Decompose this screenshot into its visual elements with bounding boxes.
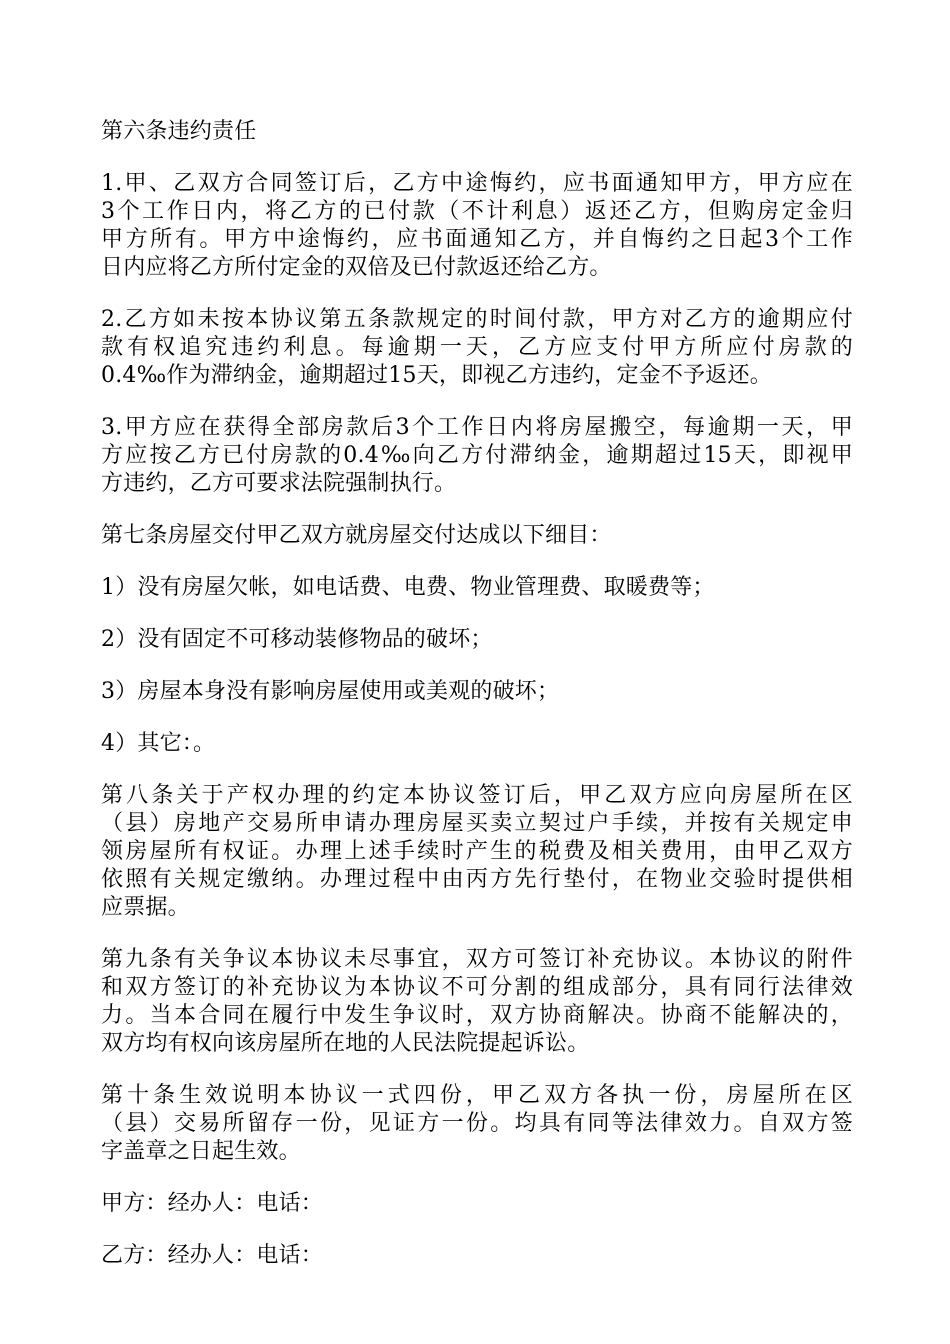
text-line: 和双方签订的补充协议为本协议不可分割的组成部分，具有同行法律效 bbox=[101, 975, 853, 1000]
text-line: 第七条房屋交付甲乙双方就房屋交付达成以下细目： bbox=[101, 523, 612, 548]
clause-6-2 bbox=[101, 306, 853, 390]
section-7-heading bbox=[101, 522, 853, 550]
section-6-heading bbox=[101, 118, 853, 146]
text-line: 方违约，乙方可要求法院强制执行。 bbox=[101, 471, 457, 496]
text-line: 依照有关规定缴纳。办理过程中由丙方先行垫付，在物业交验时提供相 bbox=[101, 867, 853, 892]
text-line: 乙方：经办人：电话： bbox=[101, 1243, 324, 1268]
section-8 bbox=[101, 782, 853, 922]
text-line: 4）其它：。 bbox=[101, 731, 216, 756]
section-10 bbox=[101, 1082, 853, 1166]
text-line: 力。当本合同在履行中发生争议时，双方协商解决。协商不能解决的， bbox=[101, 1003, 853, 1028]
section-9 bbox=[101, 946, 853, 1058]
text-line: 日内应将乙方所付定金的双倍及已付款返还给乙方。 bbox=[101, 255, 612, 280]
text-line: 第十条生效说明本协议一式四份，甲乙双方各执一份，房屋所在区 bbox=[101, 1083, 853, 1108]
text-line: 1.甲、乙双方合同签订后，乙方中途悔约，应书面通知甲方，甲方应在 bbox=[101, 171, 853, 196]
text-line: 2）没有固定不可移动装修物品的破坏； bbox=[101, 627, 493, 652]
list-item-7-1 bbox=[101, 574, 853, 602]
text-line: 应票据。 bbox=[101, 895, 190, 920]
list-item-7-2 bbox=[101, 626, 853, 654]
text-line: 双方均有权向该房屋所在地的人民法院提起诉讼。 bbox=[101, 1031, 590, 1056]
text-line: 2.乙方如未按本协议第五条款规定的时间付款，甲方对乙方的逾期应付 bbox=[101, 307, 853, 332]
text-line: 甲方：经办人：电话： bbox=[101, 1191, 324, 1216]
clause-6-1 bbox=[101, 170, 853, 282]
text-line: （县）交易所留存一份，见证方一份。均具有同等法律效力。自双方签 bbox=[101, 1111, 853, 1136]
text-line: 3）房屋本身没有影响房屋使用或美观的破坏； bbox=[101, 679, 560, 704]
text-line: 0.4‰作为滞纳金，逾期超过15天，即视乙方违约，定金不予返还。 bbox=[101, 363, 772, 388]
text-line: 第六条违约责任 bbox=[101, 119, 257, 144]
text-line: 3个工作日内，将乙方的已付款（不计利息）返还乙方，但购房定金归 bbox=[101, 199, 853, 224]
text-line: 3.甲方应在获得全部房款后3个工作日内将房屋搬空，每逾期一天，甲 bbox=[101, 415, 853, 440]
text-line: 第九条有关争议本协议未尽事宜，双方可签订补充协议。本协议的附件 bbox=[101, 947, 853, 972]
text-line: 字盖章之日起生效。 bbox=[101, 1139, 301, 1164]
document-page bbox=[101, 118, 853, 1294]
text-line: 第八条关于产权办理的约定本协议签订后，甲乙双方应向房屋所在区 bbox=[101, 783, 853, 808]
text-line: 款有权追究违约利息。每逾期一天，乙方应支付甲方所应付房款的 bbox=[101, 335, 853, 360]
text-line: 方应按乙方已付房款的0.4‰向乙方付滞纳金，逾期超过15天，即视甲 bbox=[101, 443, 853, 468]
text-line: 甲方所有。甲方中途悔约，应书面通知乙方，并自悔约之日起3个工作 bbox=[101, 227, 853, 252]
text-line: 1）没有房屋欠帐，如电话费、电费、物业管理费、取暖费等； bbox=[101, 575, 715, 600]
text-line: （县）房地产交易所申请办理房屋买卖立契过户手续，并按有关规定申 bbox=[101, 811, 853, 836]
list-item-7-3 bbox=[101, 678, 853, 706]
clause-6-3 bbox=[101, 414, 853, 498]
party-a-signature-line bbox=[101, 1190, 853, 1218]
list-item-7-4 bbox=[101, 730, 853, 758]
text-line: 领房屋所有权证。办理上述手续时产生的税费及相关费用，由甲乙双方 bbox=[101, 839, 853, 864]
party-b-signature-line bbox=[101, 1242, 853, 1270]
